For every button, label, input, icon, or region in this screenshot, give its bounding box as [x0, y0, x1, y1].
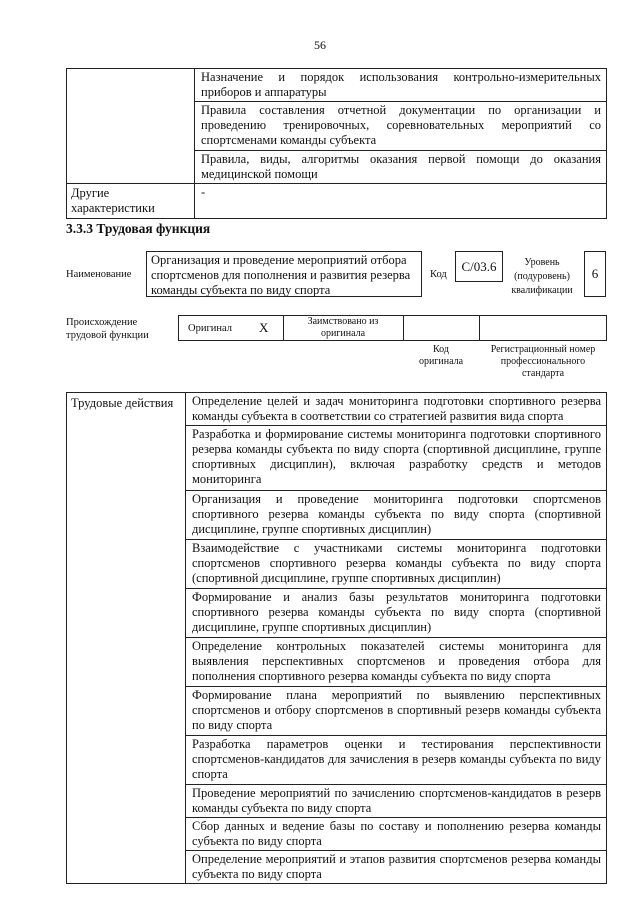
- reg-number-caption: Регистрационный номер профессионального стандарта: [490, 344, 596, 379]
- section-title: 3.3.3 Трудовая функция: [66, 221, 211, 236]
- origin-label: Происхождение трудовой функции: [66, 317, 149, 341]
- labor-action-item: Определение мероприятий и этапов развития спортсменов резерва команды субъекта по виду спорта: [186, 851, 607, 884]
- table-row: [67, 393, 607, 426]
- origin-table: [178, 315, 607, 341]
- other-characteristics-value: -: [195, 184, 607, 219]
- labor-action-item: Проведение мероприятий по зачислению спортсменов-кандидатов в резерв команды субъекта по виду спорта: [186, 785, 607, 818]
- labor-action-item: Сбор данных и ведение базы по составу и пополнению резерва команды субъекта по виду спорта: [186, 818, 607, 851]
- labor-actions-table: [66, 392, 607, 884]
- labor-action-item: Разработка и формирование системы мониторинга подготовки спортивного резерва команды субъекта по виду спорта (спортивной дисциплине, группе спортивных дисциплин), включая разработку средств и методов мониторинга: [186, 426, 607, 491]
- labor-action-item: Определение целей и задач мониторинга подготовки спортивного резерва команды субъекта в соответствии со стратегией развития вида спорта: [186, 393, 607, 426]
- divider: [479, 316, 480, 340]
- name-label: Наименование: [66, 269, 132, 280]
- table-cell: Правила, виды, алгоритмы оказания первой помощи до оказания медицинской помощи: [195, 151, 607, 184]
- labor-action-item: Организация и проведение мониторинга подготовки спортсменов спортивного резерва команды субъекта по виду спорта (спортивной дисциплине, группе спортивных дисциплин): [186, 491, 607, 540]
- borrowed-label: Заимствовано из оригинала: [307, 316, 379, 339]
- top-requirements-table: [66, 68, 607, 219]
- divider: [283, 316, 284, 340]
- labor-action-item: Взаимодействие с участниками системы мониторинга подготовки спортсменов спортивного резерва команды субъекта по виду спорта (спортивной дисциплине, группе спортивных дисциплин): [186, 540, 607, 589]
- table-row: [67, 184, 607, 219]
- labor-action-item: Разработка параметров оценки и тестирования перспективности спортсменов-кандидатов для зачисления в резерв команды субъекта по виду спорта: [186, 736, 607, 785]
- labor-action-item: Формирование плана мероприятий по выявлению перспективных спортсменов и отбору спортсменов в спортивный резерв команды субъекта по виду спорта: [186, 687, 607, 736]
- divider: [403, 316, 404, 340]
- function-code-box: С/03.6: [455, 251, 503, 282]
- code-original-caption: Код оригинала: [418, 344, 464, 367]
- labor-action-item: Определение контрольных показателей системы мониторинга для выявления перспективных спортсменов и проведения отбора для пополнения спортивного резерва команды субъекта по виду спорта: [186, 638, 607, 687]
- table-cell: Правила составления отчетной документации по организации и проведению тренировочных, соревновательных мероприятий со спортсменами команды субъекта: [195, 102, 607, 151]
- table-row: [67, 69, 607, 102]
- labor-actions-label: Трудовые действия: [67, 393, 186, 884]
- other-characteristics-label: Другие характеристики: [67, 184, 195, 219]
- table-cell: Назначение и порядок использования контрольно-измерительных приборов и аппаратуры: [195, 69, 607, 102]
- function-name-box: Организация и проведение мероприятий отбора спортсменов для пополнения и развития резерва команды субъекта по виду спорта: [146, 251, 422, 297]
- table-label-cell: [67, 69, 195, 184]
- original-label: Оригинал: [188, 323, 232, 334]
- code-label: Код: [430, 269, 447, 280]
- level-box: 6: [584, 251, 606, 297]
- level-label: Уровень (подуровень) квалификации: [511, 257, 573, 296]
- page-number: 56: [314, 38, 326, 52]
- labor-action-item: Формирование и анализ базы результатов мониторинга подготовки спортивного резерва команды субъекта по виду спорта (спортивной дисциплине, группе спортивных дисциплин): [186, 589, 607, 638]
- original-mark: Х: [259, 320, 269, 335]
